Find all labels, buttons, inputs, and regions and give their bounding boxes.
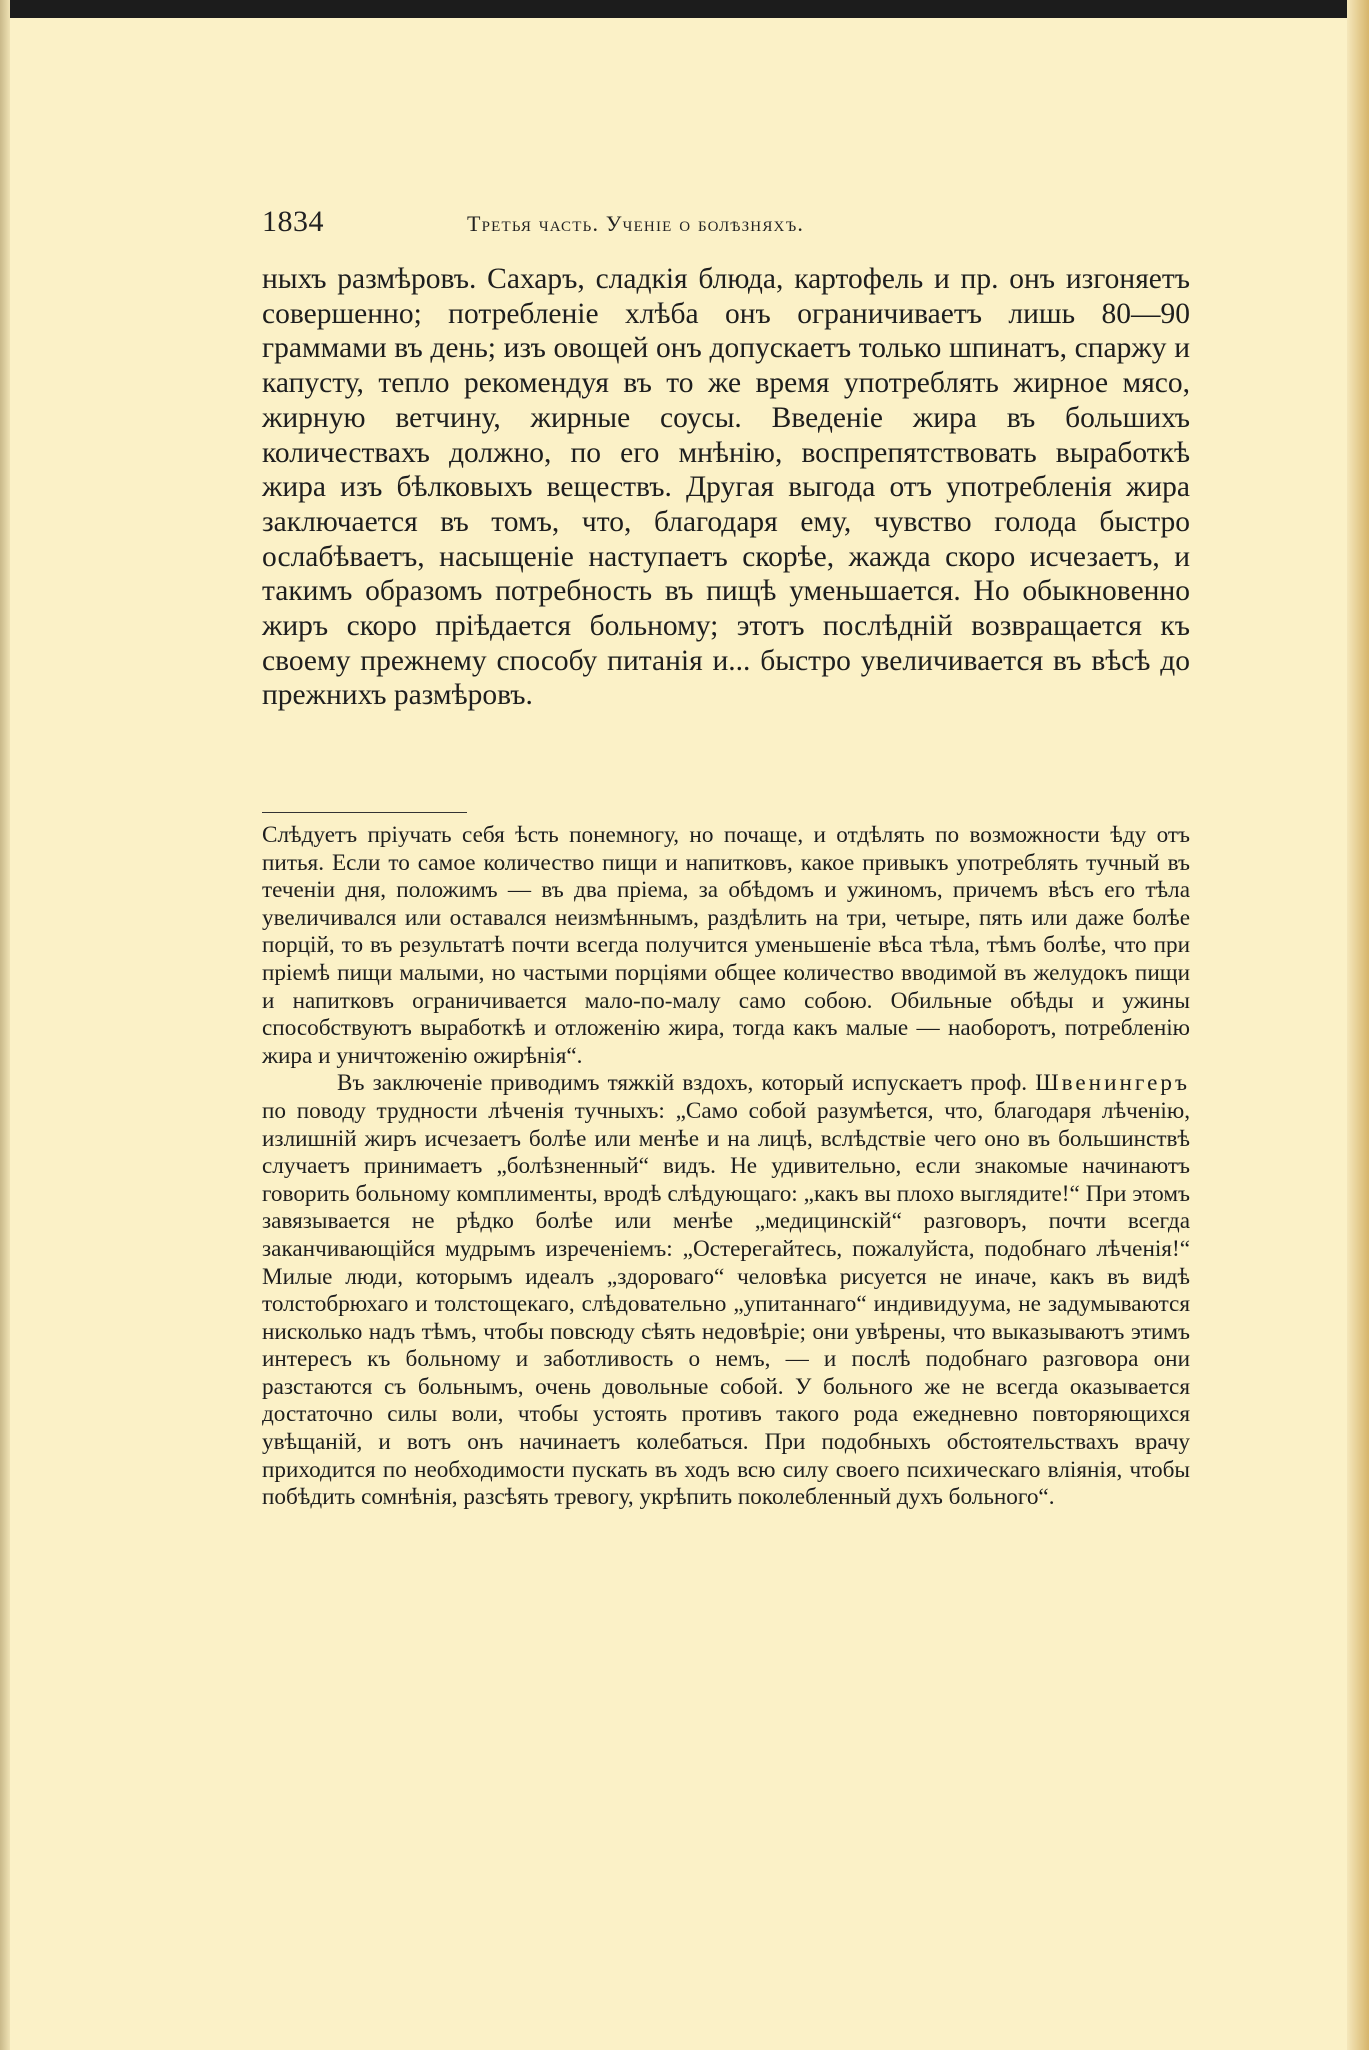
smallprint-block: [262, 822, 1190, 1512]
paragraph-2-intro: Въ заключеніе приводимъ тяжкій вздохъ, который испускаетъ проф.: [337, 1070, 1028, 1097]
scan-left-edge: [0, 0, 10, 2050]
page-number: 1834: [262, 205, 324, 238]
smallprint-paragraph-2: [262, 1070, 1190, 1512]
running-head: [262, 205, 1202, 241]
running-title: Третья часть. Ученіе о болѣзняхъ.: [467, 211, 805, 236]
smallprint-paragraph-1: Слѣдуетъ пріучать себя ѣсть понемногу, но почаще, и отдѣлять по возможности ѣду отъ питья. Если то самое количество пищи и напитковъ, какое привыкъ употреблять тучный въ теченіи дня, положимъ — въ два пріема, за обѣдомъ и ужиномъ, причемъ вѣсъ его тѣла увеличивался или оставался неизмѣннымъ, раздѣлить на три, четыре, пять или даже болѣе порцій, то въ результатѣ почти всегда получится уменьшеніе вѣса тѣла, тѣмъ болѣе, что при пріемѣ пищи малыми, но частыми порціями общее количество вводимой въ желудокъ пищи и напитковъ ограничивается мало-по-малу само собою. Обильные обѣды и ужины способствуютъ выработкѣ и отложенію жира, тогда какъ малые — наоборотъ, потребленію жира и уничтоженію ожирѣнія“.: [262, 822, 1190, 1069]
scan-right-edge: [1347, 0, 1369, 2050]
author-name: Швенингеръ: [1035, 1070, 1190, 1097]
main-paragraph: ныхъ размѣровъ. Сахаръ, сладкія блюда, картофель и пр. онъ изгоняетъ совершенно; потребленіе хлѣба онъ ограничиваетъ лишь 80—90 граммами въ день; изъ овощей онъ допускаетъ только шпинатъ, спаржу и капусту, тепло рекомендуя въ то же время употреблять жирное мясо, жирную ветчину, жирные соусы. Введеніе жира въ большихъ количествахъ должно, по его мнѣнію, воспрепятствовать выработкѣ жира изъ бѣлковыхъ веществъ. Другая выгода отъ употребленія жира заключается въ томъ, что, благодаря ему, чувство голода быстро ослабѣваетъ, насыщеніе наступаетъ скорѣе, жажда скоро исчезаетъ, и такимъ образомъ потребность въ пищѣ уменьшается. Но обыкновенно жиръ скоро пріѣдается больному; этотъ послѣдній возвращается къ своему прежнему способу питанія и... быстро увеличивается въ вѣсѣ до прежнихъ размѣровъ.: [262, 263, 1190, 712]
scan-top-edge: [0, 0, 1369, 18]
section-divider: [262, 812, 467, 813]
paragraph-2-rest: по поводу трудности лѣченія тучныхъ: „Само собой разумѣется, что, благодаря лѣченію, излишній жиръ исчезаетъ болѣе или менѣе и на лицѣ, вслѣдствіе чего оно въ большинствѣ случаетъ принимаетъ „болѣзненный“ видъ. Не удивительно, если знакомые начинаютъ говорить больному комплименты, вродѣ слѣдующаго: „какъ вы плохо выглядите!“ При этомъ завязывается не рѣдко болѣе или менѣе „медицинскій“ разговоръ, почти всегда заканчивающійся мудрымъ изреченіемъ: „Остерегайтесь, пожалуйста, подобнаго лѣченія!“ Милые люди, которымъ идеалъ „здороваго“ человѣка рисуется не иначе, какъ въ видѣ толстобрюхаго и толстощекаго, слѣдовательно „упитаннаго“ индивидуума, не задумываются нисколько надъ тѣмъ, чтобы повсюду сѣять недовѣріе; они увѣрены, что выказываютъ этимъ интересъ къ больному и заботливость о немъ, — и послѣ подобнаго разговора они разстаются съ больнымъ, очень довольные собой. У больного же не всегда оказывается достаточно силы воли, чтобы устоять противъ такого рода ежедневно повторяющихся увѣщаній, и вотъ онъ начинаетъ колебаться. При подобныхъ обстоятельствахъ врачу приходится по необходимости пускать въ ходъ всю силу своего психическаго вліянія, чтобы побѣдить сомнѣнія, разсѣять тревогу, укрѣпить поколебленный духъ больного“.: [262, 1097, 1190, 1511]
